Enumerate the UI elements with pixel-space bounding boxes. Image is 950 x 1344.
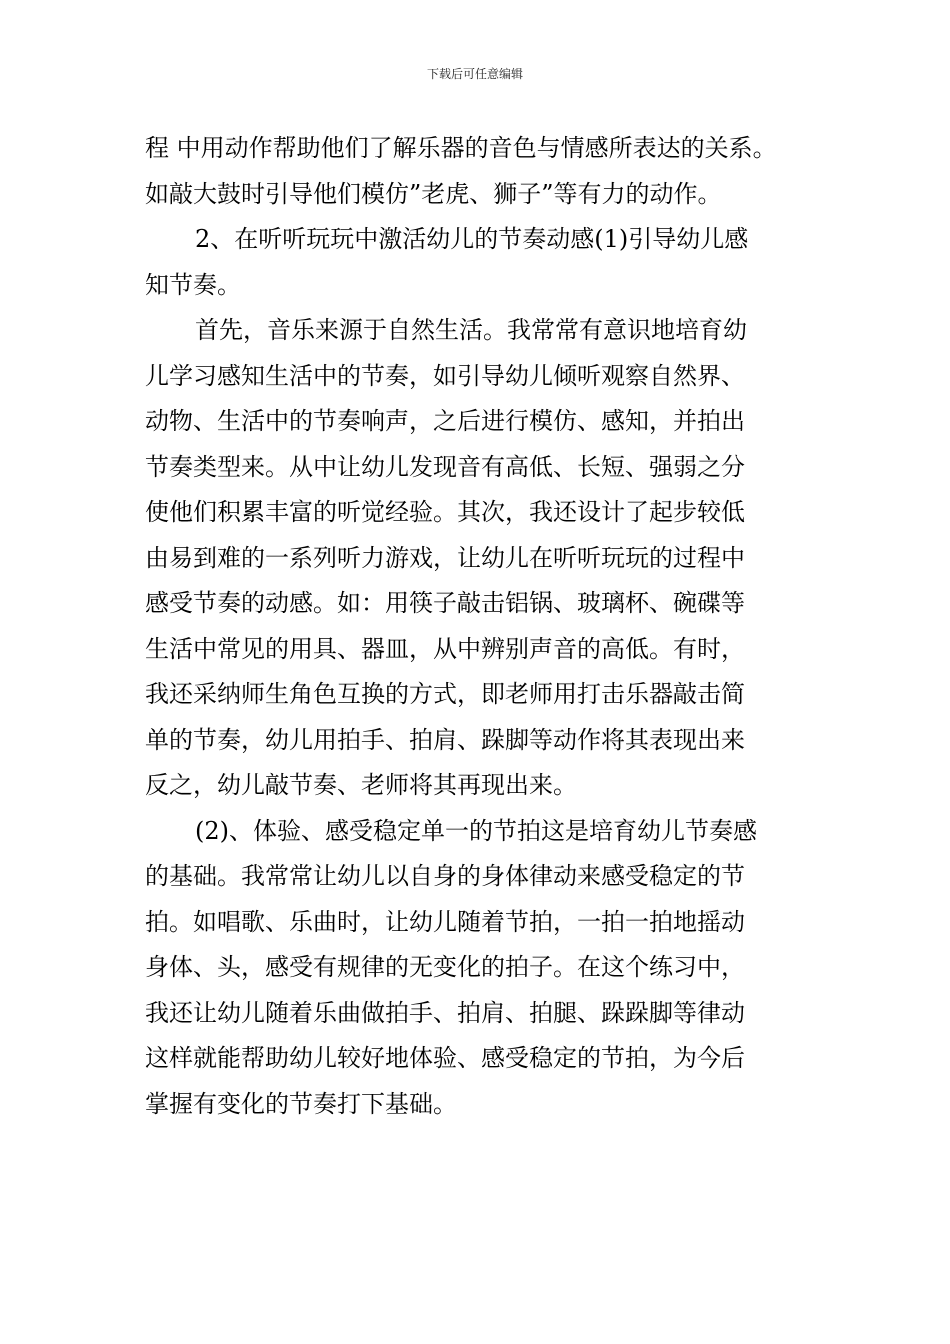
text-line: 儿学习感知生活中的节奏，如引导幼儿倾听观察自然界、 xyxy=(145,361,745,390)
text-line: 首先，音乐来源于自然生活。我常常有意识地培育幼 xyxy=(195,316,747,344)
text-line: 2、在听听玩玩中激活幼儿的节奏动感(1)引导幼儿感 xyxy=(195,225,749,253)
text-line: 感受节奏的动感。如：用筷子敲击铝锅、玻璃杯、碗碟等 xyxy=(145,589,745,617)
document-body xyxy=(145,126,815,1127)
paragraph-stable-beat xyxy=(145,809,815,1128)
text-line: 节奏类型来。从中让幼儿发现音有高低、长短、强弱之分 xyxy=(145,452,745,481)
paragraph-perceive-rhythm xyxy=(145,308,815,809)
text-line: 这样就能帮助幼儿较好地体验、感受稳定的节拍，为今后 xyxy=(145,1044,745,1072)
page-header: 下载后可任意编辑 xyxy=(426,67,523,81)
text-line: (2)、体验、感受稳定单一的节拍这是培育幼儿节奏感 xyxy=(195,816,757,845)
text-line: 知节奏。 xyxy=(145,270,241,299)
text-line: 拍。如唱歌、乐曲时，让幼儿随着节拍，一拍一拍地摇动 xyxy=(145,907,745,936)
text-line: 身体、头，感受有规律的无变化的拍子。在这个练习中， xyxy=(145,953,745,981)
paragraph-section-2-heading xyxy=(145,217,815,308)
text-line: 我还采纳师生角色互换的方式，即老师用打击乐器敲击简 xyxy=(145,680,745,708)
text-line: 生活中常见的用具、器皿，从中辨别声音的高低。有时， xyxy=(145,634,745,663)
text-line: 的基础。我常常让幼儿以自身的身体律动来感受稳定的节 xyxy=(145,862,745,890)
text-line: 程 中用动作帮助他们了解乐器的音色与情感所表达的关系。 xyxy=(145,134,777,162)
text-line: 使他们积累丰富的听觉经验。其次，我还设计了起步较低 xyxy=(145,498,745,526)
text-line: 我还让幼儿随着乐曲做拍手、拍肩、拍腿、跺跺脚等律动 xyxy=(145,998,745,1027)
text-line: 如敲大鼓时引导他们模仿”老虎、狮子”等有力的动作。 xyxy=(145,179,722,208)
text-line: 掌握有变化的节奏打下基础。 xyxy=(145,1089,457,1118)
paragraph-continuation xyxy=(145,126,815,217)
text-line: 动物、生活中的节奏响声，之后进行模仿、感知，并拍出 xyxy=(145,407,745,435)
text-line: 反之，幼儿敲节奏、老师将其再现出来。 xyxy=(145,771,577,799)
text-line: 单的节奏，幼儿用拍手、拍肩、跺脚等动作将其表现出来 xyxy=(145,725,745,754)
text-line: 由易到难的一系列听力游戏，让幼儿在听听玩玩的过程中 xyxy=(145,543,745,572)
